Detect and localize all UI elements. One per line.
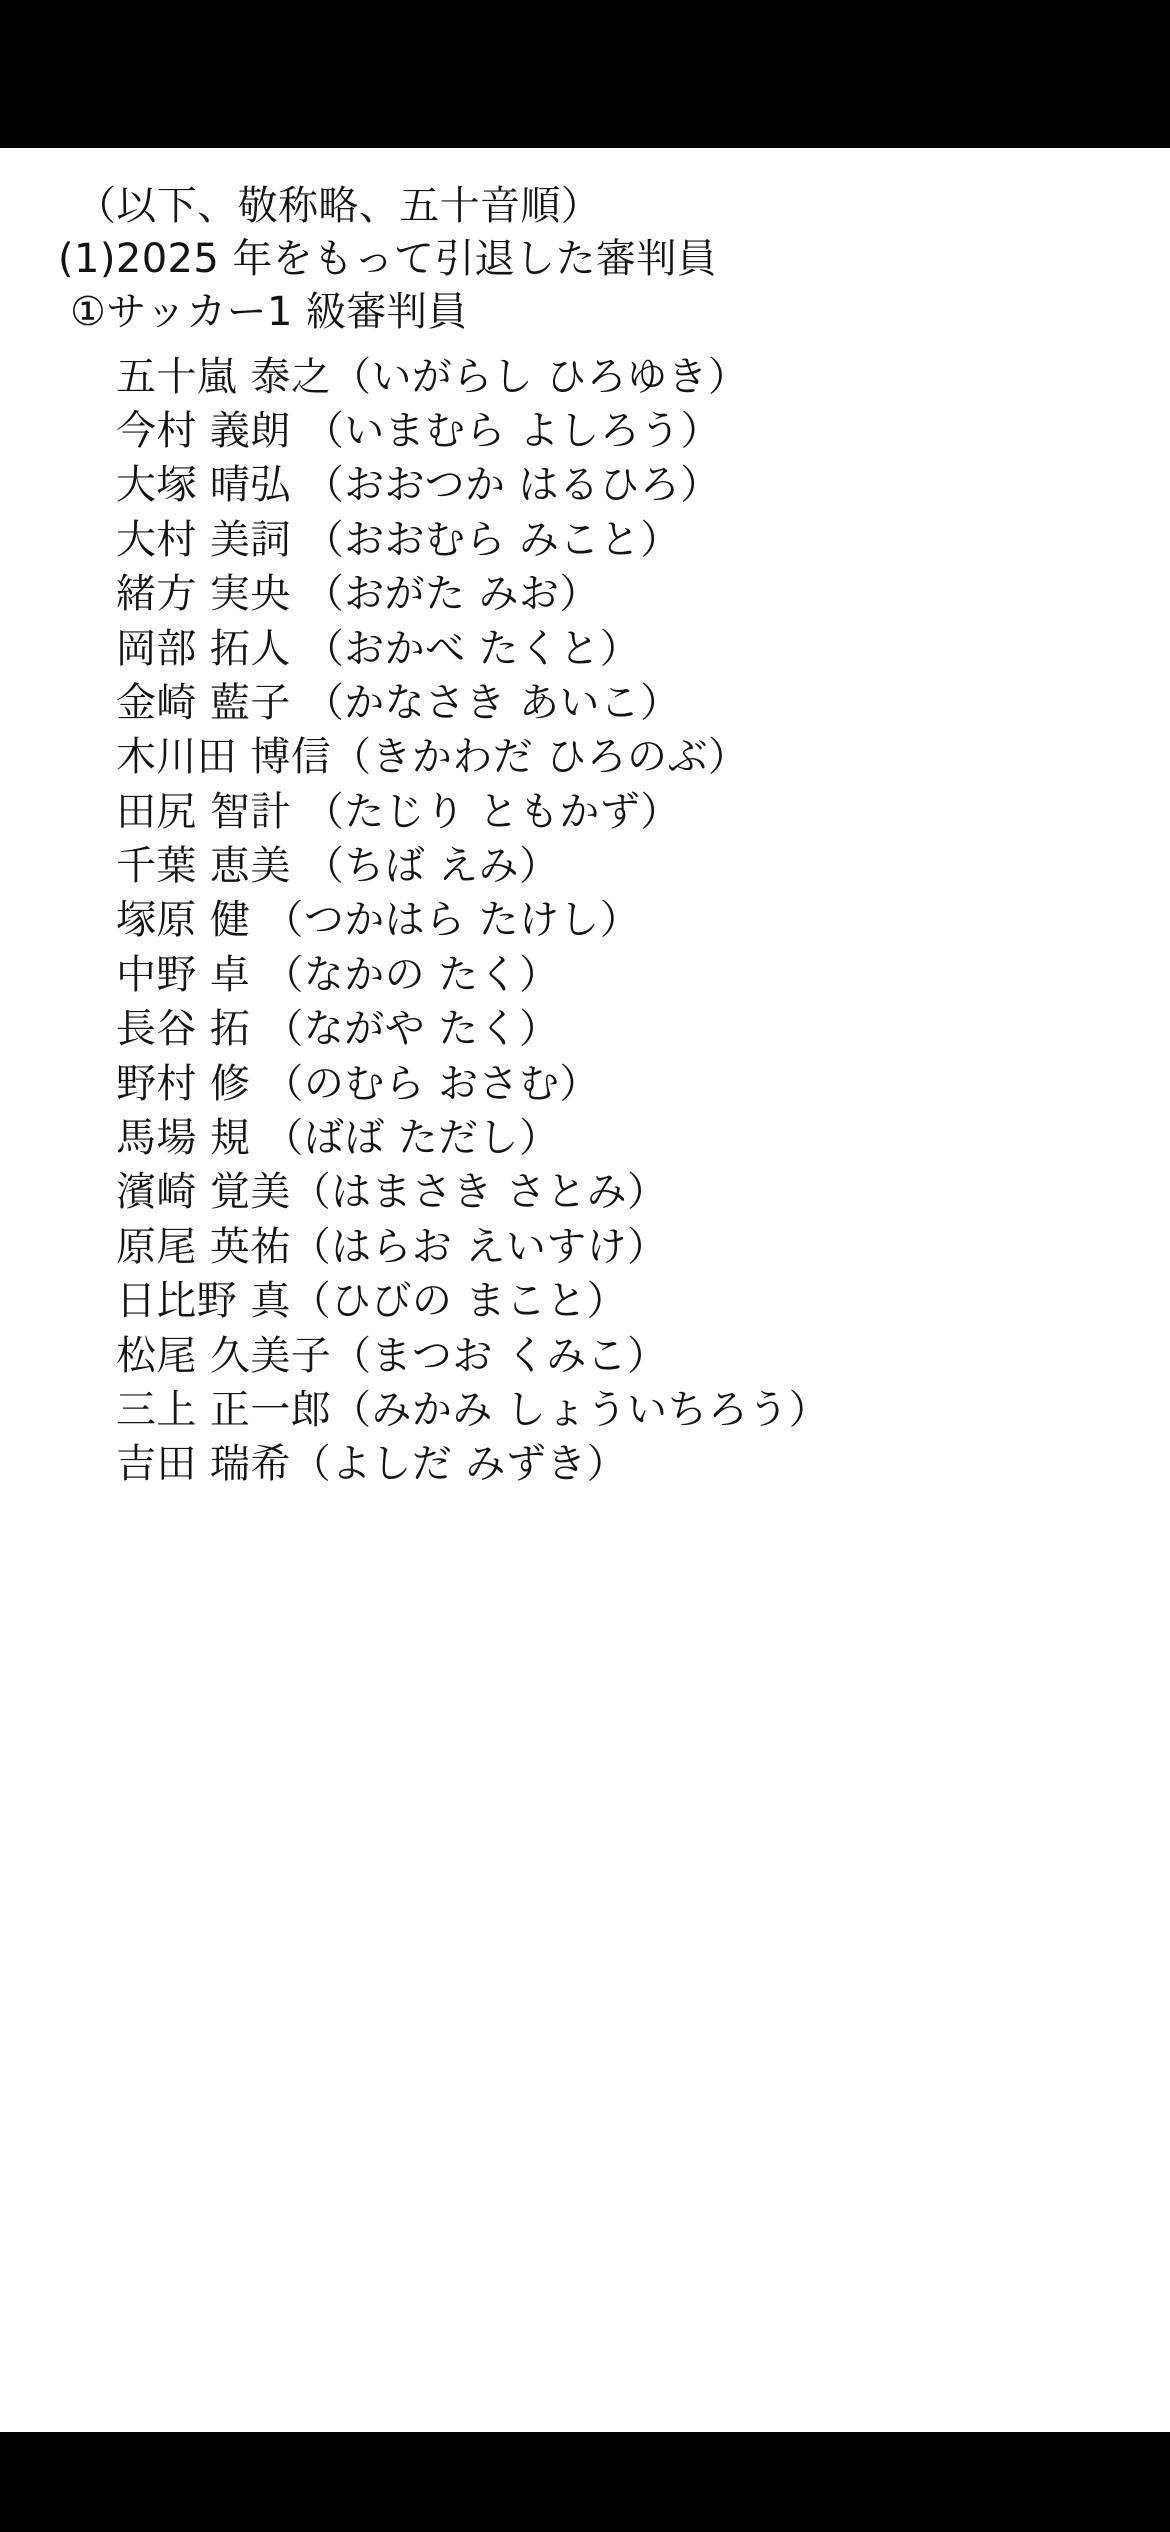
spacer (40, 340, 1130, 350)
list-item: 千葉 恵美 （ちば えみ） (116, 843, 560, 890)
document-section-number: (1)2025 年をもって引退した審判員 (58, 236, 718, 283)
list-item: 原尾 英祐（はらお えいすけ） (116, 1223, 668, 1270)
list-item: 岡部 拓人 （おかべ たくと） (116, 625, 641, 672)
list-item: 野村 修 （のむら おさむ） (116, 1060, 600, 1107)
referee-name-list (40, 350, 1130, 1492)
list-item: 塚原 健 （つかはら たけし） (116, 897, 641, 944)
document-subsection-title: ①サッカー1 級審判員 (70, 289, 468, 336)
document-note: （以下、敬称略、五十音順） (76, 183, 602, 229)
list-item: 中野 卓 （なかの たく） (116, 951, 560, 998)
list-item: 大村 美詞 （おおむら みこと） (116, 516, 681, 563)
list-item: 木川田 博信（きかわだ ひろのぶ） (116, 734, 749, 781)
list-item: 濱崎 覚美（はまさき さとみ） (116, 1169, 668, 1216)
document-page (0, 148, 1170, 2432)
list-item: 吉田 瑞希（よしだ みずき） (116, 1441, 628, 1488)
list-item: 金崎 藍子 （かなさき あいこ） (116, 679, 681, 726)
list-item: 今村 義朗 （いまむら よしろう） (116, 407, 721, 454)
list-item: 大塚 晴弘 （おおつか はるひろ） (116, 462, 721, 509)
list-item: 三上 正一郎（みかみ しょういちろう） (116, 1386, 830, 1433)
list-item: 日比野 真（ひびの まこと） (116, 1278, 628, 1325)
list-item: 馬場 規 （ばば ただし） (116, 1115, 560, 1162)
list-item: 五十嵐 泰之（いがらし ひろゆき） (116, 353, 749, 400)
list-item: 松尾 久美子（まつお くみこ） (116, 1332, 668, 1379)
list-item: 長谷 拓 （ながや たく） (116, 1006, 560, 1053)
list-item: 緒方 実央 （おがた みお） (116, 571, 600, 618)
list-item: 田尻 智計 （たじり ともかず） (116, 788, 681, 835)
letterbox-top (0, 0, 1170, 148)
letterbox-bottom (0, 2432, 1170, 2532)
